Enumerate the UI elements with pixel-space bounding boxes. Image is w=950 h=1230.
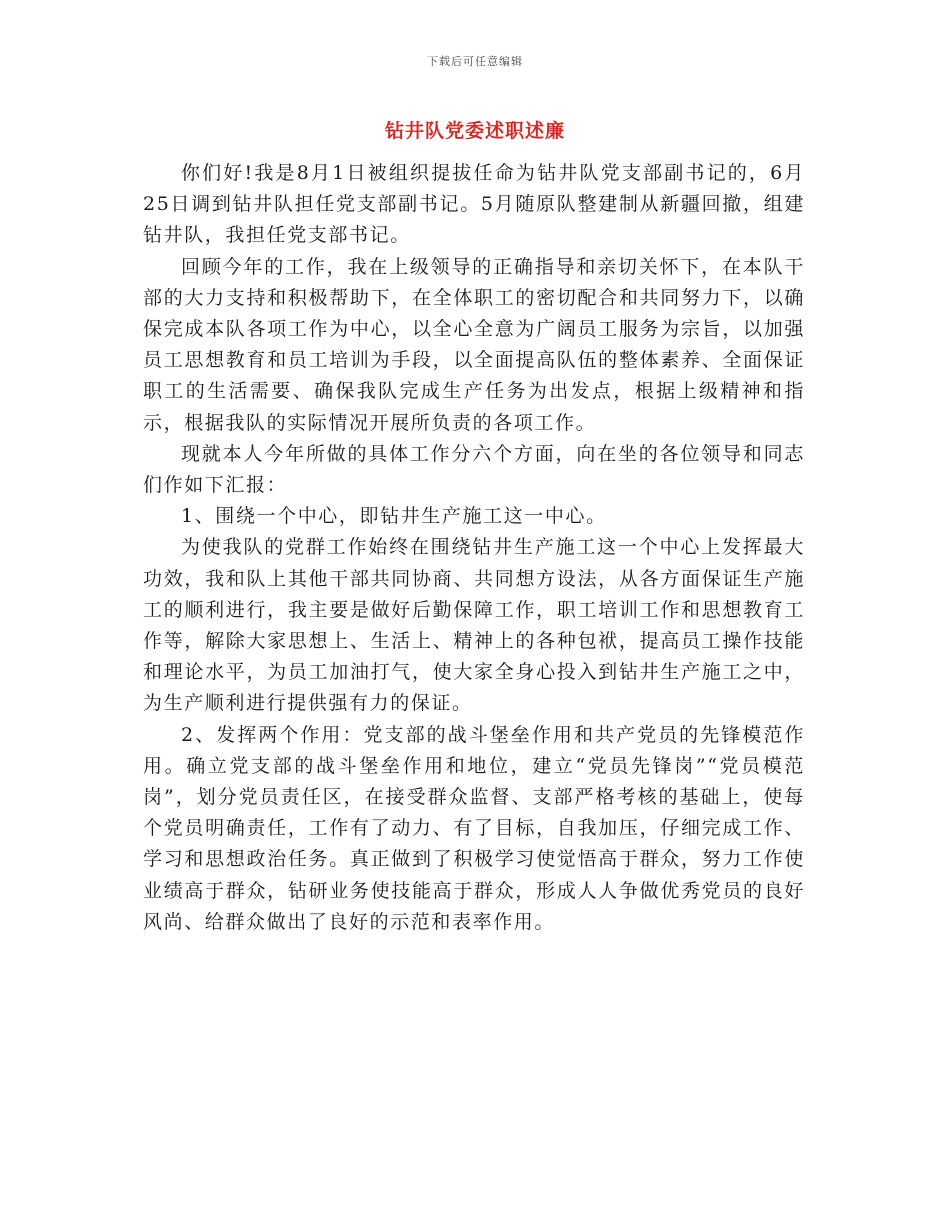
paragraph-report-intro: 现就本人今年所做的具体工作分六个方面，向在坐的各位领导和同志们作如下汇报： bbox=[143, 442, 805, 497]
paragraph-item-2: 2、发挥两个作用：党支部的战斗堡垒作用和共产党员的先锋模范作用。确立党支部的战斗堡垒作用和地位，建立“党员先锋岗”“党员模范岗”，划分党员责任区，在接受群众监督、支部严格考核的基础上，使每个党员明确责任，工作有了动力、有了目标，自我加压，仔细完成工作、学习和思想政治任务。真正做到了积极学习使觉悟高于群众，努力工作使业绩高于群众，钻研业务使技能高于群众，形成人人争做优秀党员的良好风尚、给群众做出了良好的示范和表率作用。 bbox=[143, 723, 805, 933]
paragraph-item-1-heading: 1、围绕一个中心，即钻井生产施工这一中心。 bbox=[181, 505, 607, 528]
paragraph-item-1-body: 为使我队的党群工作始终在围绕钻井生产施工这一个中心上发挥最大功效，我和队上其他干部共同协商、共同想方设法，从各方面保证生产施工的顺利进行，我主要是做好后勤保障工作，职工培训工作和思想教育工作等，解除大家思想上、生活上、精神上的各种包袱，提高员工操作技能和理论水平，为员工加油打气，使大家全身心投入到钻井生产施工之中，为生产顺利进行提供强有力的保证。 bbox=[143, 536, 805, 715]
paragraph-review: 回顾今年的工作，我在上级领导的正确指导和亲切关怀下，在本队干部的大力支持和积极帮助下，在全体职工的密切配合和共同努力下，以确保完成本队各项工作为中心，以全心全意为广阔员工服务为宗旨，以加强员工思想教育和员工培训为手段，以全面提高队伍的整体素养、全面保证职工的生活需要、确保我队完成生产任务为出发点，根据上级精神和指示，根据我队的实际情况开展所负责的各项工作。 bbox=[143, 255, 805, 434]
header-note: 下载后可任意编辑 bbox=[427, 55, 523, 68]
document-body bbox=[143, 158, 805, 938]
paragraph-greeting: 你们好!我是8月1日被组织提拔任命为钻井队党支部副书记的，6月25日调到钻井队担任党支部副书记。5月随原队整建制从新疆回撤，组建钻井队，我担任党支部书记。 bbox=[143, 162, 805, 247]
document-title: 钻井队党委述职述廉 bbox=[384, 120, 565, 142]
